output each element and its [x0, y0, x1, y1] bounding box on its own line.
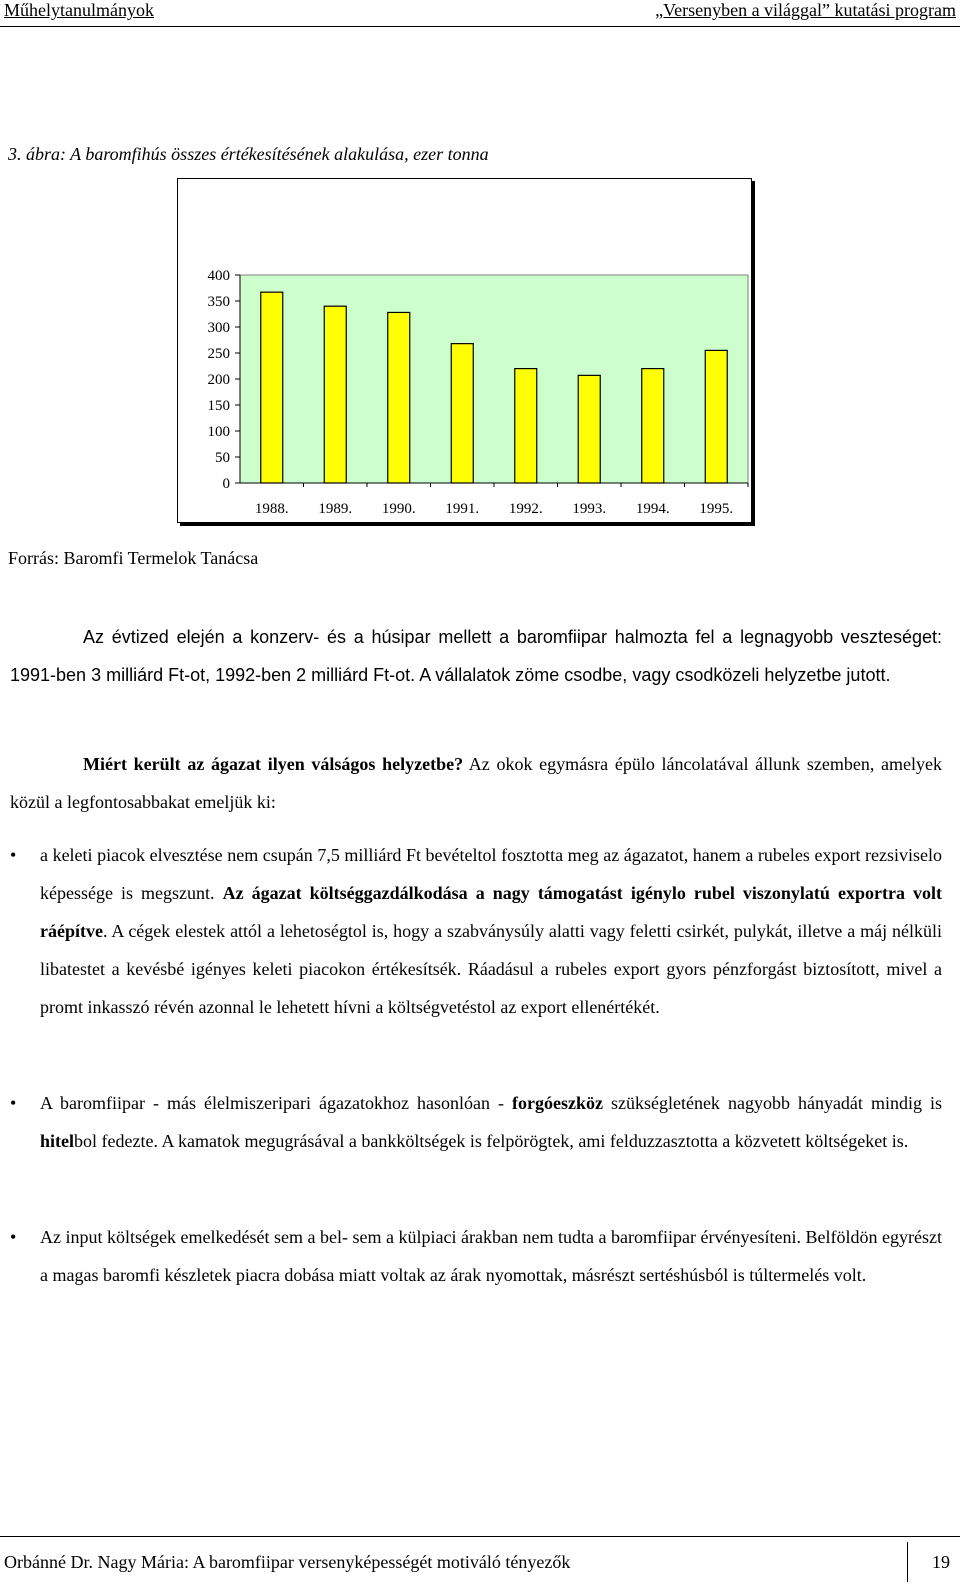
y-tick-label: 400 — [207, 268, 230, 284]
paragraph-1-tail: A vállalatok zöme csodbe, vagy csodközeli helyzetbe jutott. — [415, 665, 891, 685]
footer-author-title: Orbánné Dr. Nagy Mária: A baromfiipar versenyképességét motiváló tényezők — [4, 1552, 571, 1572]
y-tick-label: 50 — [215, 450, 230, 466]
paragraph-2-text: Az okok egymásra épülo láncolatával állunk szemben, amelyek közül a legfontosabbakat emeljük ki: — [10, 754, 942, 812]
page-header — [0, 0, 960, 24]
header-series-title: Műhelytanulmányok — [4, 0, 154, 20]
bullet-dot: • — [10, 1093, 17, 1113]
bullet-2-bold-a: forgóeszköz — [511, 1093, 603, 1113]
footer-rule — [0, 1536, 960, 1537]
bar — [388, 312, 410, 483]
x-tick-label: 1994. — [635, 501, 670, 517]
bullet-text-1 — [40, 836, 942, 1026]
bar — [578, 375, 600, 483]
bar — [642, 369, 664, 483]
x-tick-label: 1995. — [699, 501, 734, 517]
bar — [705, 350, 727, 483]
bullet-text-3 — [40, 1218, 942, 1294]
header-rule — [0, 26, 960, 27]
bullet-2-text-b: szükségletének nagyobb hányadát mindig is — [602, 1093, 942, 1113]
bar — [324, 306, 346, 483]
page-footer — [0, 1536, 960, 1591]
x-tick-label: 1993. — [572, 501, 607, 517]
x-tick-label: 1990. — [381, 501, 416, 517]
paragraph-2-question: Miért került az ágazat ilyen válságos helyzetbe? — [83, 754, 464, 774]
y-tick-label: 0 — [222, 476, 230, 492]
bar — [261, 292, 283, 483]
bullet-dot: • — [10, 845, 17, 865]
y-tick-label: 250 — [207, 346, 230, 362]
header-program-title: „Versenyben a világgal” kutatási program — [655, 0, 956, 20]
y-tick-label: 300 — [207, 320, 230, 336]
figure-caption: 3. ábra: A baromfihús összes értékesítésének alakulása, ezer tonna — [8, 144, 489, 164]
bullet-dot: • — [10, 1227, 17, 1247]
paragraph-1-main: Az évtized elején a konzerv- és a húsipar mellett a baromfiipar halmozta fel a legnagyobb veszteséget: 1991-ben 3 milliárd Ft-ot, 1992-ben 2 milliárd Ft-ot. — [10, 627, 942, 685]
paragraph-2 — [10, 745, 942, 821]
chart-frame — [177, 178, 752, 523]
figure-source: Forrás: Baromfi Termelok Tanácsa — [8, 548, 259, 568]
paragraph-1 — [10, 618, 942, 694]
y-tick-label: 350 — [207, 294, 230, 310]
bar — [515, 369, 537, 483]
bar — [451, 344, 473, 483]
y-tick-label: 200 — [207, 372, 230, 388]
x-tick-label: 1988. — [254, 501, 289, 517]
x-tick-label: 1992. — [508, 501, 543, 517]
page-number: 19 — [932, 1552, 950, 1572]
bullet-3-text: Az input költségek emelkedését sem a bel- sem a külpiaci árakban nem tudta a baromfiipar érvényesíteni. Belföldön egyrészt a magas baromfi készletek piacra dobása miatt voltak az árak nyomottak, másrészt sertéshúsból is túltermelés volt. — [40, 1227, 942, 1285]
y-tick-label: 150 — [207, 398, 230, 414]
x-tick-label: 1989. — [318, 501, 353, 517]
x-tick-label: 1991. — [445, 501, 480, 517]
bullet-2-bold-b: hitel — [40, 1131, 74, 1151]
bullet-text-2 — [40, 1084, 942, 1160]
bullet-1-bold: Az ágazat költséggazdálkodása a nagy támogatást igénylo rubel viszonylatú exportra volt ráépítve — [40, 883, 942, 941]
bullet-2-text-c: bol fedezte. A kamatok megugrásával a bankköltségek is felpörögtek, ami felduzzasztotta a közvetett költségeket is. — [74, 1131, 909, 1151]
bullet-1-text-b: . A cégek elestek attól a lehetoségtol is, hogy a szabványsúly alatti vagy feletti csirkét, pulykát, illetve a máj nélküli libatestet a kevésbé igényes keleti piacokon értékesítsék. Ráadásul a rubeles export gyors pénzforgást biztosított, mivel a promt inkasszó révén azonnal le lehetett hívni a költségvetéstol az export ellenértékét. — [40, 921, 942, 1017]
plot-area — [240, 275, 748, 483]
y-tick-label: 100 — [207, 424, 230, 440]
bullet-2-text-a: A baromfiipar - más élelmiszeripari ágazatokhoz hasonlóan - — [40, 1093, 512, 1113]
bullet-1-text-a: a keleti piacok elvesztése nem csupán 7,5 milliárd Ft bevételtol fosztotta meg az ágazatot, hanem a rubeles export rezsiviselo képessége is megszunt. — [40, 845, 942, 903]
bar-chart — [178, 179, 751, 522]
